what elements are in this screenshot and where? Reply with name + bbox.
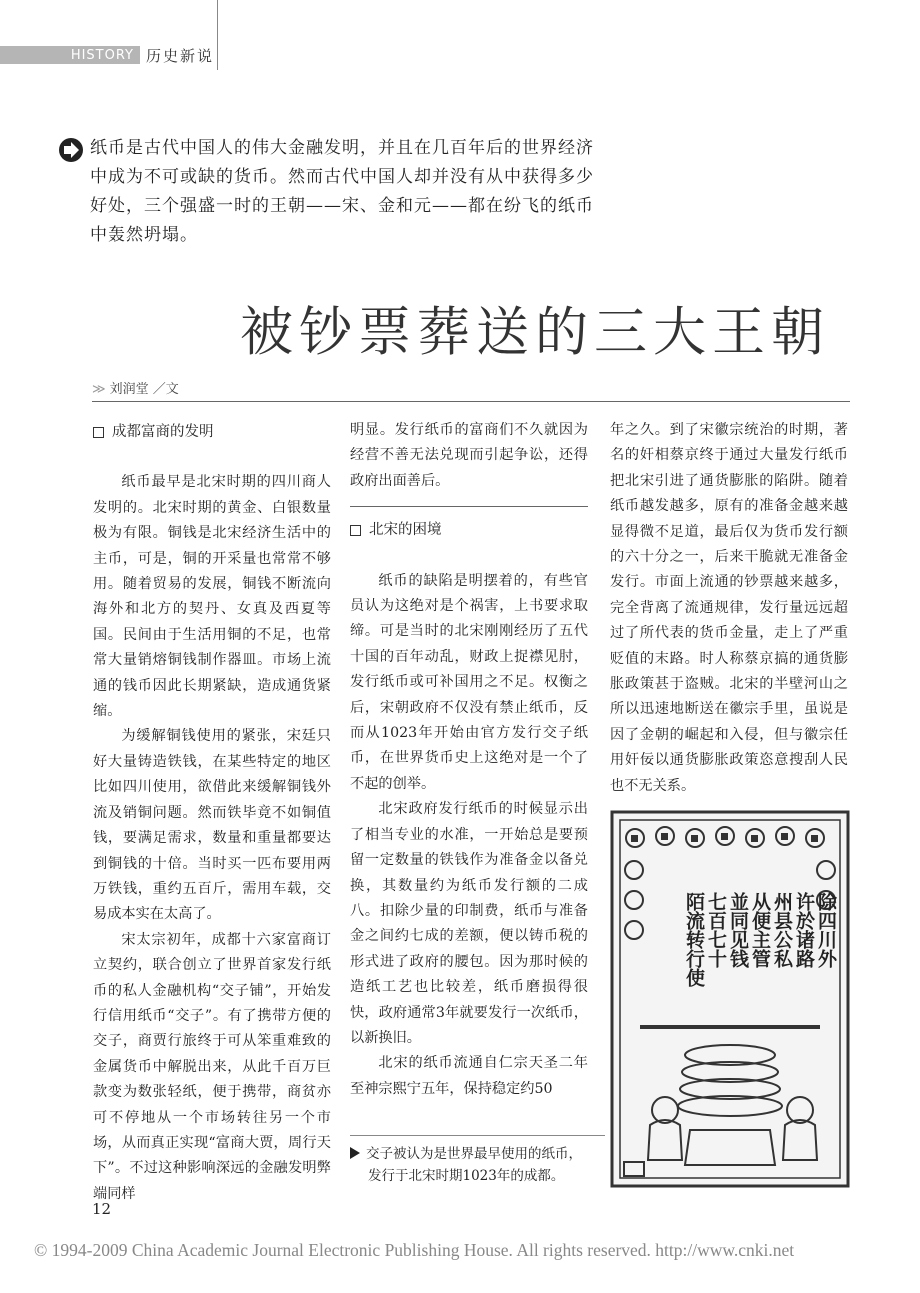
inscription-line: 除四川外 [815,892,837,968]
paragraph: 北宋的纸币流通自仁宗天圣二年至神宗熙宁五年，保持稳定约50 [350,1055,588,1097]
square-bullet-icon [93,427,104,438]
caption-line: 发行于北宋时期1023年的成都。 [368,1168,565,1184]
paragraph: 为缓解铜钱使用的紧张，宋廷只好大量铸造铁钱，在某些特定的地区比如四川使用，欲借此来缓解铜钱外流及销铜问题。然而铁毕竟不如铜值钱，要满足需求，数量和重量都要达到铜钱的十倍。当时买一匹布要用两万铁钱，重约五百斤，需用车载，交易成本实在太高了。 [93,728,331,923]
section-rule [350,506,588,507]
inscription-line: 七百七十 [705,892,727,968]
section-heading [93,420,331,445]
inscription-line: 州县公私 [771,892,793,968]
section-heading [350,518,588,543]
section-header [0,45,214,65]
section-heading-text: 成都富商的发明 [112,424,214,440]
section-label-cn: 历史新说 [146,46,215,65]
paragraph: 纸币的缺陷是明摆着的，有些官员认为这绝对是个祸害，上书要求取缔。可是当时的北宋刚刚经历了五代十国的百年动乱，财政上捉襟见肘，发行纸币或可补国用之不足。权衡之后，宋朝政府不仅没有禁止纸币，反而从1023年开始由官方发行交子纸币，在世界货币史上这绝对是一个了不起的创举。 [350,572,588,792]
section-label-bar [0,46,140,64]
square-bullet-icon [350,525,361,536]
triangle-bullet-icon [350,1147,360,1159]
inscription-line: 许於诸路 [793,892,815,968]
column-1 [93,420,331,1207]
paragraph-continued: 明显。发行纸币的富商们不久就因为经营不善无法兑现而引起争讼，还得政府出面善后。 [350,422,588,489]
paragraph: 宋太宗初年，成都十六家富商订立契约，联合创立了世界首家发行纸币的私人金融机构“交子铺”，开始发行信用纸币“交子”。有了携带方便的交子，商贾行旅终于可从笨重难致的金属货币中解脱出来，从此千百万巨款变为数张轻纸，便于携带，商贫亦可不停地从一个市场转往另一个市场，从而真正实现“富商大贾，周行天下”。不过这种影响深远的金融发明弊端同样 [93,931,331,1202]
section-heading-text: 北宋的困境 [369,522,442,539]
byline [92,378,179,397]
caption-line: 交子被认为是世界最早使用的纸币， [366,1146,582,1162]
title-rule [92,401,850,402]
paragraph: 北宋政府发行纸币的时候显示出了相当专业的水准，一开始总是要预留一定数量的铁钱作为准备金以备兑换，其数量约为纸币发行额的二成八。扣除少量的印制费，纸币与准备金之间约七成的差额，便以铸币税的形式进了政府的腰包。因为那时候的造纸工艺也比较差，纸币磨损得很快，政府通常3年就要发行一次纸币，以新换旧。 [350,801,588,1046]
inscription-line: 陌流转行使 [683,892,705,987]
author-name: 刘润堂 [109,382,149,397]
column-3 [610,418,848,799]
column-2 [350,418,588,1102]
byline-suffix: ／文 [152,382,179,397]
paragraph-continued: 年之久。到了宋徽宗统治的时期，著名的奸相蔡京终于通过大量发行纸币把北宋引进了通货膨胀的陷阱。随着纸币越发越多，原有的准备金越来越显得微不足道，最后仅为货币发行额的六十分之一，后来干脆就无准备金发行。市面上流通的钞票越来越多，完全背离了流通规律，发行量远远超过了所代表的货币金量，走上了严重贬值的末路。时人称蔡京搞的通货膨胀政策甚于盗贼。北宋的半壁河山之所以迅速地断送在徽宗手里，虽说是因了金朝的崛起和入侵，但与徽宗任用奸佞以通货膨胀政策恣意搜刮人民也不无关系。 [610,422,848,794]
double-chevron-icon: ≫ [92,382,106,397]
caption-rule [350,1135,605,1136]
section-label-en: HISTORY [70,47,134,63]
image-caption [350,1143,612,1187]
inscription-line: 並同见钱 [727,892,749,968]
inscription-line: 从便主管 [749,892,771,968]
paragraph: 纸币最早是北宋时期的四川商人发明的。北宋时期的黄金、白银数量极为有限。铜钱是北宋经济生活中的主币，可是，铜的开采量也常常不够用。随着贸易的发展，铜钱不断流向海外和北方的契丹、女真及西夏等国。民间由于生活用铜的不足，也常常大量销熔铜钱制作器皿。市场上流通的钱币因此长期紧缺，造成通货紧缩。 [93,474,331,720]
page-number: 12 [92,1200,112,1218]
arrow-bullet-icon [58,137,84,163]
header-divider [217,0,218,70]
article-title: 被钞票葬送的三大王朝 [240,302,830,363]
copyright-footer: © 1994-2009 China Academic Journal Electronic Publishing House. All rights reserved. http://www.cnki.net [34,1240,795,1260]
lead-paragraph: 纸币是古代中国人的伟大金融发明，并且在几百年后的世界经济中成为不可或缺的货币。然而古代中国人却并没有从中获得多少好处，三个强盛一时的王朝——宋、金和元——都在纷飞的纸币中轰然坍塌。 [90,138,594,245]
jiaozi-banknote-image [610,810,850,1188]
